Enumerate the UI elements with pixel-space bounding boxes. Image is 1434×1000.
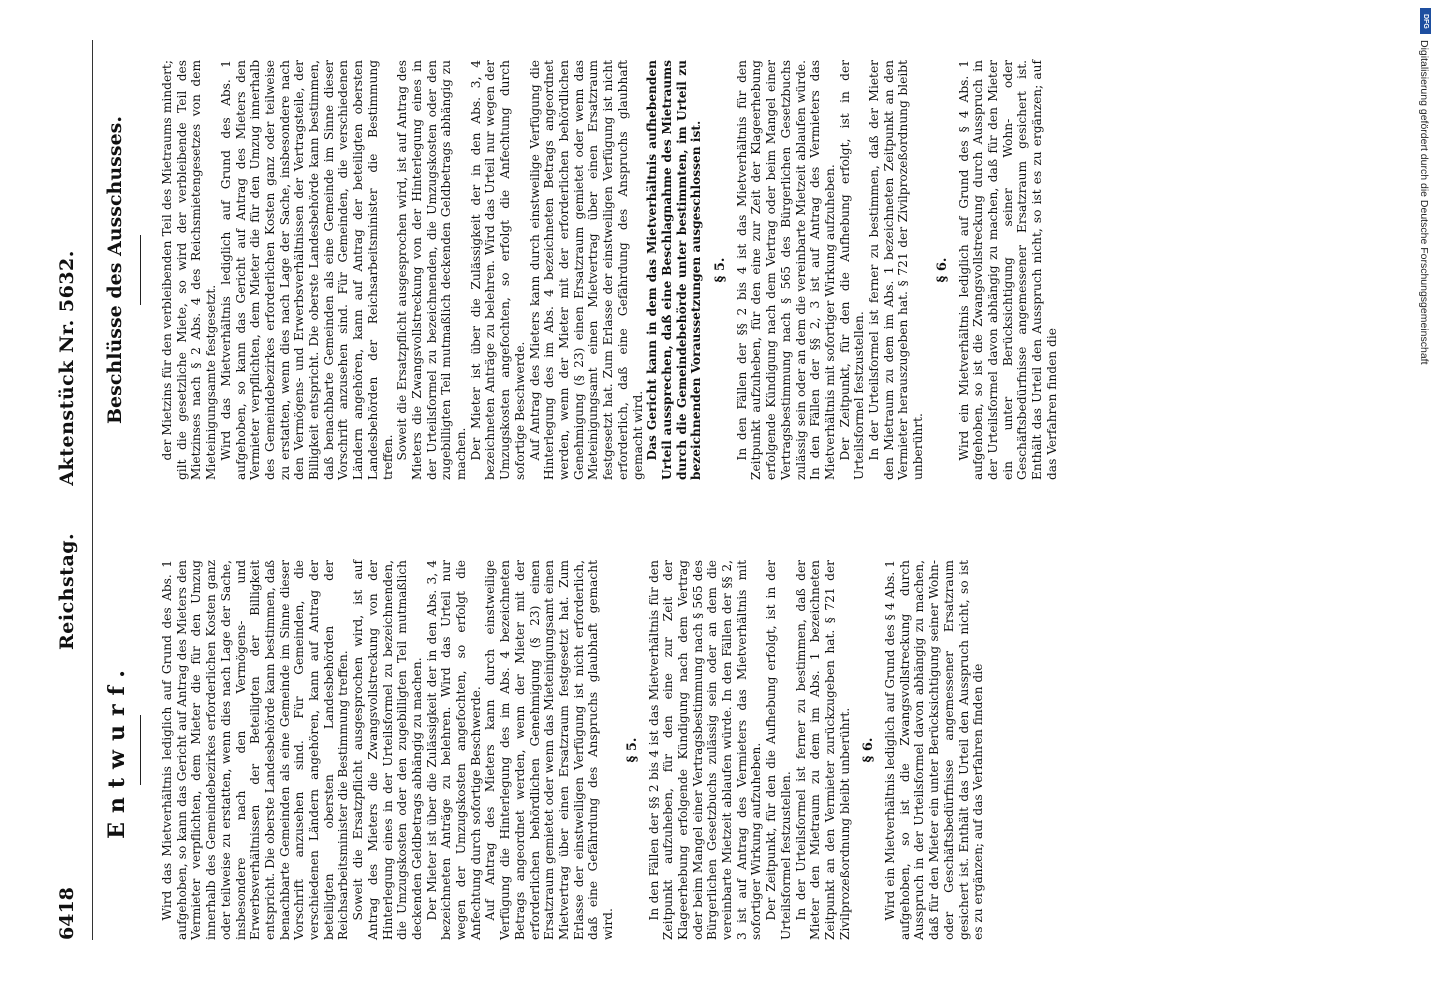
beschluesse-rule [140, 235, 141, 305]
entwurf-paragraph: Auf Antrag des Mieters kann durch einstweilige Verfügung die Hinterlegung des im Abs. 4 bezeichneten Betrags angeordnet werden, wenn der Mieter mit der erforderlichen behördlichen Genehmigung (§ 23) einen Ersatzraum gemietet oder wenn das Mieteinigungsamt einen Mietvertrag über einen Ersatzraum festgesetzt hat. Zum Erlasse der einstweiligen Verfügung ist nicht erforderlich, daß eine Gefährdung des Anspruchs glaubhaft gemacht wird. [483, 560, 616, 940]
entwurf-section-5-title: § 5. [624, 737, 640, 763]
beschluesse-column [160, 60, 1059, 480]
beschluesse-paragraph: Wird das Mietverhältnis lediglich auf Grund des Abs. 1 aufgehoben, so kann das Gericht auf Antrag des Mieters den Vermieter verpflichten, dem Mieter die für den Umzug innerhalb des Gemeindebezirkes erforderlichen Kosten ganz oder teilweise zu erstatten, wenn dies nach Lage der Sache, insbesondere nach den Vermögens- und Erwerbsverhältnissen der Vertragsteile, der Billigkeit entspricht. Die oberste Landesbehörde kann bestimmen, daß benachbarte Gemeinden als eine Gemeinde im Sinne dieser Vorschrift anzusehen sind. Für Gemeinden, die verschiedenen Ländern angehören, kann auf Antrag der beteiligten obersten Landesbehörden der Reichsarbeitsminister die Bestimmung treffen. [218, 60, 395, 480]
entwurf-s5-paragraph: In der Urteilsformel ist ferner zu bestimmen, daß der Mieter den Mietraum zu dem im Abs. 1 bezeichneten Zeitpunkt an den Vermieter zurückzugeben hat. § 721 der Zivilprozeßordnung bleibt unberührt. [793, 560, 852, 940]
beschluesse-section-6 [957, 60, 1060, 480]
dfg-logo: DFG [1420, 8, 1431, 34]
entwurf-rule [140, 715, 141, 785]
beschluesse-s5-paragraph: In der Urteilsformel ist ferner zu bestimmen, daß der Mieter den Mietraum zu dem im Abs. 1 bezeichneten Zeitpunkt an den Vermieter herauszugeben hat. § 721 der Zivilprozeßordnung bleibt unberührt. [867, 60, 926, 480]
entwurf-section-5 [647, 560, 853, 940]
digitization-note [1418, 40, 1432, 990]
beschluesse-section-6-title: § 6. [934, 257, 950, 283]
page-header [56, 40, 96, 940]
beschluesse-s6-paragraph: Wird ein Mietverhältnis lediglich auf Grund des § 4 Abs. 1 aufgehoben, so ist die Zwangsvollstreckung durch Ausspruch in der Urteilsformel davon abhängig zu machen, daß für den Mieter ein unter Berücksichtigung seiner Wohn- oder Geschäftsbedürfnisse angemessener Ersatzraum gesichert ist. Enthält das Urteil den Ausspruch nicht, so ist es zu ergänzen; auf das Verfahren finden die [956, 60, 1059, 480]
entwurf-paragraph: Wird das Mietverhältnis lediglich auf Grund des Abs. 1 aufgehoben, so kann das Gericht auf Antrag des Mieters den Vermieter verpflichten, dem Mieter die für den Umzug innerhalb des Gemeindebezirkes erforderlichen Kosten ganz oder teilweise zu erstatten, wenn dies nach Lage der Sache, insbesondere nach den Vermögens- und Erwerbsverhältnissen der Beteiligten der Billigkeit entspricht. Die oberste Landesbehörde kann bestimmen, daß benachbarte Gemeinden als eine Gemeinde im Sinne dieser Vorschrift anzusehen sind. Für Gemeinden, die verschiedenen Ländern angehören, kann auf Antrag der beteiligten obersten Landesbehörden der Reichsarbeitsminister die Bestimmung treffen. [160, 560, 351, 940]
entwurf-section-6 [883, 560, 986, 940]
header-document-number: Aktenstück Nr. 5632. [56, 250, 78, 486]
entwurf-s6-paragraph: Wird ein Mietverhältnis lediglich auf Grund des § 4 Abs. 1 aufgehoben, so ist die Zwangsvollstreckung durch Ausspruch in der Urteilsformel davon abhängig zu machen, daß für den Mieter ein unter Berücksichtigung seiner Wohn- oder Geschäftsbedürfnisse angemessener Ersatzraum gesichert ist. Enthält das Urteil den Ausspruch nicht, so ist es zu ergänzen; auf das Verfahren finden die [883, 560, 986, 940]
entwurf-s5-paragraph: Der Zeitpunkt, für den die Aufhebung erfolgt, ist in der Urteilsformel festzustellen. [764, 560, 793, 940]
entwurf-paragraph: Der Mieter ist über die Zulässigkeit der in den Abs. 3, 4 bezeichneten Anträge zu belehren. Wird das Urteil nur wegen der Umzugskosten angefochten, so erfolgt die Anfechtung durch sofortige Beschwerde. [424, 560, 483, 940]
beschluesse-paragraph: Soweit die Ersatzpflicht ausgesprochen wird, ist auf Antrag des Mieters die Zwangsvollstreckung von der Hinterlegung eines in der Urteilsformel zu bezeichnenden, die Umzugskosten oder den zugebilligten Teil mutmaßlich deckenden Geldbetrags abhängig zu machen. [395, 60, 469, 480]
entwurf-section-6-title: § 6. [861, 737, 877, 763]
entwurf-column [160, 560, 986, 940]
beschluesse-paragraph: Das Gericht kann in dem das Mietverhältnis aufhebenden Urteil aussprechen, daß eine Beschlagnahme des Mietraums durch die Gemeindebehörde unter bestimmten, im Urteil zu bezeichnenden Voraussetzungen ausgeschlossen ist. [645, 60, 704, 480]
digitization-note-text: Digitalisierung gefördert durch die Deutsche Forschungsgemeinschaft [1418, 40, 1430, 365]
entwurf-paragraph: Soweit die Ersatzpflicht ausgesprochen wird, ist auf Antrag des Mieters die Zwangsvollstreckung von der Hinterlegung eines in der Urteilsformel zu bezeichnenden, die Umzugskosten oder den zugebilligten Teil mutmaßlich deckenden Geldbetrags abhängig zu machen. [351, 560, 424, 940]
entwurf-heading: Entwurf. [104, 661, 130, 839]
beschluesse-section-5-title: § 5. [713, 257, 729, 283]
entwurf-s5-paragraph: In den Fällen der §§ 2 bis 4 ist das Mietverhältnis für den Zeitpunkt aufzuheben, für den eine zur Zeit der Klageerhebung erfolgende Kündigung nach dem Vertrag oder beim Mangel einer Vertragsbestimmung nach § 565 des Bürgerlichen Gesetzbuchs zulässig sein oder an dem die vereinbarte Mietzeit ablaufen würde. In den Fällen der §§ 2, 3 ist auf Antrag des Vermieters das Mietverhältnis mit sofortiger Wirkung aufzuheben. [646, 560, 764, 940]
page-number: 6418 [56, 887, 78, 940]
beschluesse-paragraph: Auf Antrag des Mieters kann durch einstweilige Verfügung die Hinterlegung des im Abs. 4 bezeichneten Betrags angeordnet werden, wenn der Mieter mit der erforderlichen behördlichen Genehmigung (§ 23) einen Ersatzraum gemietet oder wenn das Mieteinigungsamt einen Mietvertrag über einen Ersatzraum festgesetzt hat. Zum Erlasse der einstweiligen Verfügung ist nicht erforderlich, daß eine Gefährdung des Anspruchs glaubhaft gemacht wird. [527, 60, 645, 480]
beschluesse-paragraph: der Mietzins für den verbleibenden Teil des Mietraums mindert; gilt die gesetzliche Miete, so wird der verbleibende Teil des Mietzinses nach § 2 Abs. 4 des Reichsmietengesetzes von dem Mieteinigungsamte festgesetzt. [160, 60, 219, 480]
header-title: Reichstag. [56, 532, 78, 650]
beschluesse-section-5 [735, 60, 926, 480]
entwurf-section-4-tail [160, 560, 616, 940]
beschluesse-paragraph: Der Mieter ist über die Zulässigkeit der in den Abs. 3, 4 bezeichneten Anträge zu belehren. Wird das Urteil nur wegen der Umzugskosten angefochten, so erfolgt die Anfechtung durch sofortige Beschwerde. [468, 60, 527, 480]
beschluesse-s5-paragraph: In den Fällen der §§ 2 bis 4 ist das Mietverhältnis für den Zeitpunkt aufzuheben, für den eine zur Zeit der Klageerhebung erfolgende Kündigung nach dem Vertrag oder beim Mangel einer Vertragsbestimmung nach § 565 des Bürgerlichen Gesetzbuchs zulässig sein oder an dem die vereinbarte Mietzeit ablaufen würde. In den Fällen der §§ 2, 3 ist auf Antrag des Vermieters das Mietverhältnis mit sofortiger Wirkung aufzuheben. [734, 60, 837, 480]
header-rule [92, 40, 93, 940]
beschluesse-heading: Beschlüsse des Ausschusses. [104, 116, 126, 424]
beschluesse-section-4-tail [160, 60, 704, 480]
beschluesse-s5-paragraph: Der Zeitpunkt, für den die Aufhebung erfolgt, ist in der Urteilsformel festzustellen. [837, 60, 867, 480]
